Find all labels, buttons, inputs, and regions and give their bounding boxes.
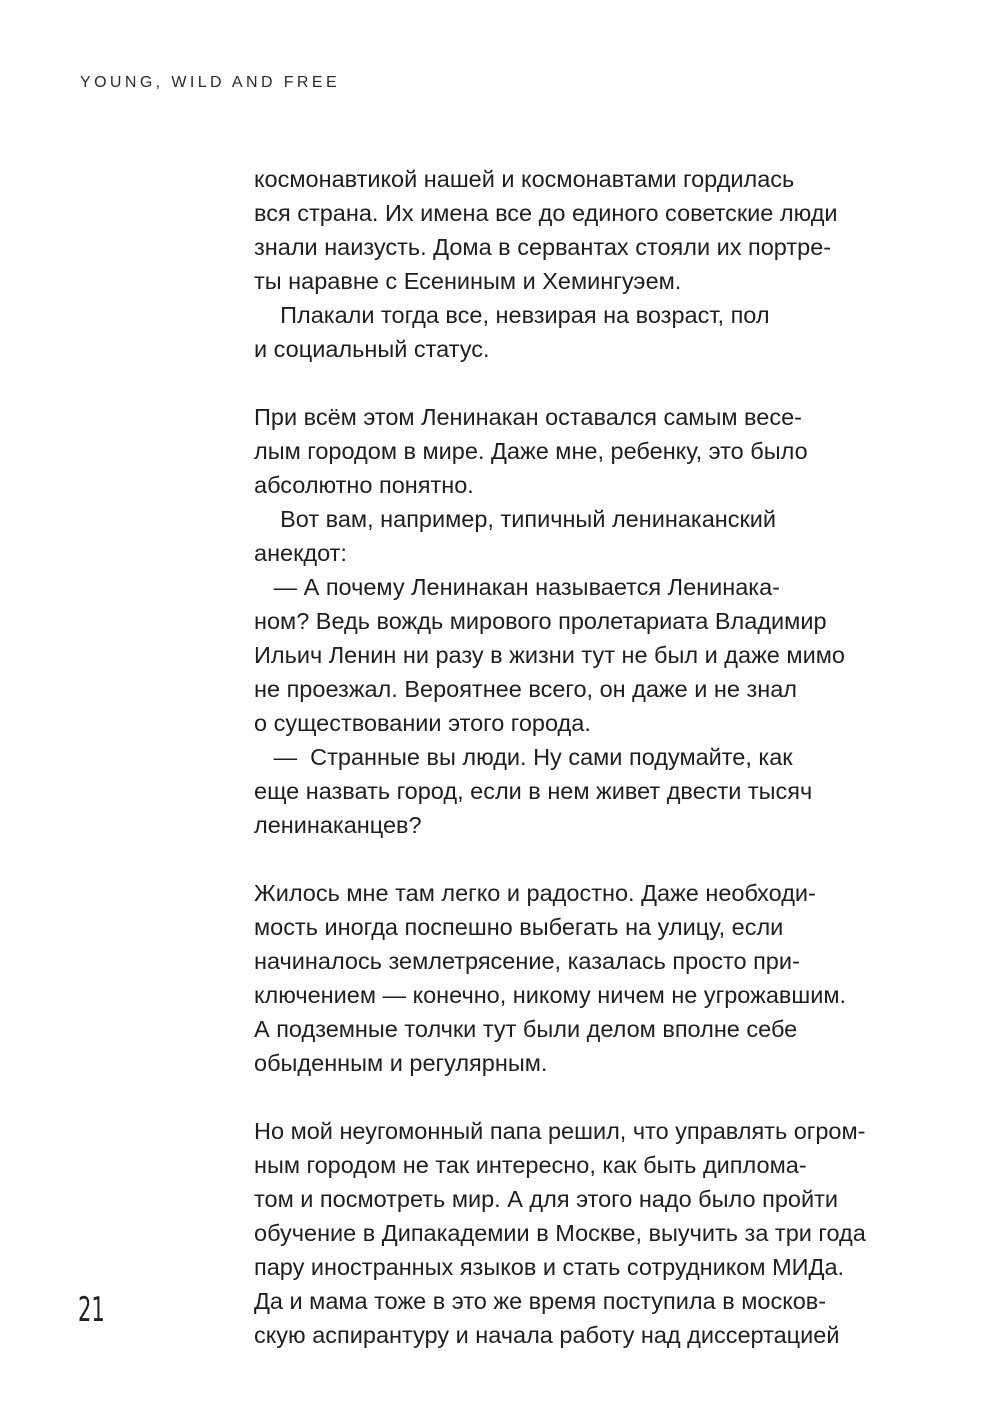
text-line: скую аспирантуру и начала работу над диссертацией (254, 1322, 840, 1348)
text-line: — Странные вы люди. Ну сами подумайте, как (254, 744, 793, 770)
text-line: начиналось землетрясение, казалась просто при- (254, 948, 800, 974)
running-header: YOUNG, WILD AND FREE (80, 74, 341, 91)
paragraph-gap (254, 366, 954, 400)
text-line: обыденным и регулярным. (254, 1050, 548, 1076)
page-number: 21 (78, 1290, 105, 1330)
text-line: ленинаканцев? (254, 812, 422, 838)
text-line: и социальный статус. (254, 336, 490, 362)
text-line: о существовании этого города. (254, 710, 591, 736)
text-line: обучение в Дипакадемии в Москве, выучить за три года (254, 1220, 866, 1246)
text-line: анекдот: (254, 540, 347, 566)
text-line: ключением — конечно, никому ничем не угрожавшим. (254, 982, 847, 1008)
text-line: При всём этом Ленинакан оставался самым весе- (254, 404, 802, 430)
text-line: Но мой неугомонный папа решил, что управлять огром- (254, 1118, 866, 1144)
text-line: еще назвать город, если в нем живет двести тысяч (254, 778, 813, 804)
body-text (254, 162, 954, 1352)
text-line: Да и мама тоже в это же время поступила в москов- (254, 1288, 827, 1314)
paragraph-gap (254, 842, 954, 876)
text-line: А подземные толчки тут были делом вполне себе (254, 1016, 798, 1042)
text-line: лым городом в мире. Даже мне, ребенку, это было (254, 438, 808, 464)
text-line: Вот вам, например, типичный ленинаканский (254, 506, 777, 532)
text-line: — А почему Ленинакан называется Ленинака- (254, 574, 780, 600)
text-line: мость иногда поспешно выбегать на улицу, если (254, 914, 784, 940)
text-line: не проезжал. Вероятнее всего, он даже и не знал (254, 676, 798, 702)
text-line: ном? Ведь вождь мирового пролетариата Владимир (254, 608, 827, 634)
text-line: ты наравне с Есениным и Хемингуэем. (254, 268, 682, 294)
text-line: ным городом не так интересно, как быть диплома- (254, 1152, 807, 1178)
text-line: вся страна. Их имена все до единого советские люди (254, 200, 838, 226)
text-line: Плакали тогда все, невзирая на возраст, пол (254, 302, 770, 328)
text-line: абсолютно понятно. (254, 472, 474, 498)
text-line: космонавтикой нашей и космонавтами гордилась (254, 166, 795, 192)
text-line: том и посмотреть мир. А для этого надо было пройти (254, 1186, 838, 1212)
text-line: Жилось мне там легко и радостно. Даже необходи- (254, 880, 816, 906)
paragraph-gap (254, 1080, 954, 1114)
text-line: знали наизусть. Дома в сервантах стояли их портре- (254, 234, 832, 260)
text-line: Ильич Ленин ни разу в жизни тут не был и даже мимо (254, 642, 845, 668)
text-line: пару иностранных языков и стать сотрудником МИДа. (254, 1254, 845, 1280)
